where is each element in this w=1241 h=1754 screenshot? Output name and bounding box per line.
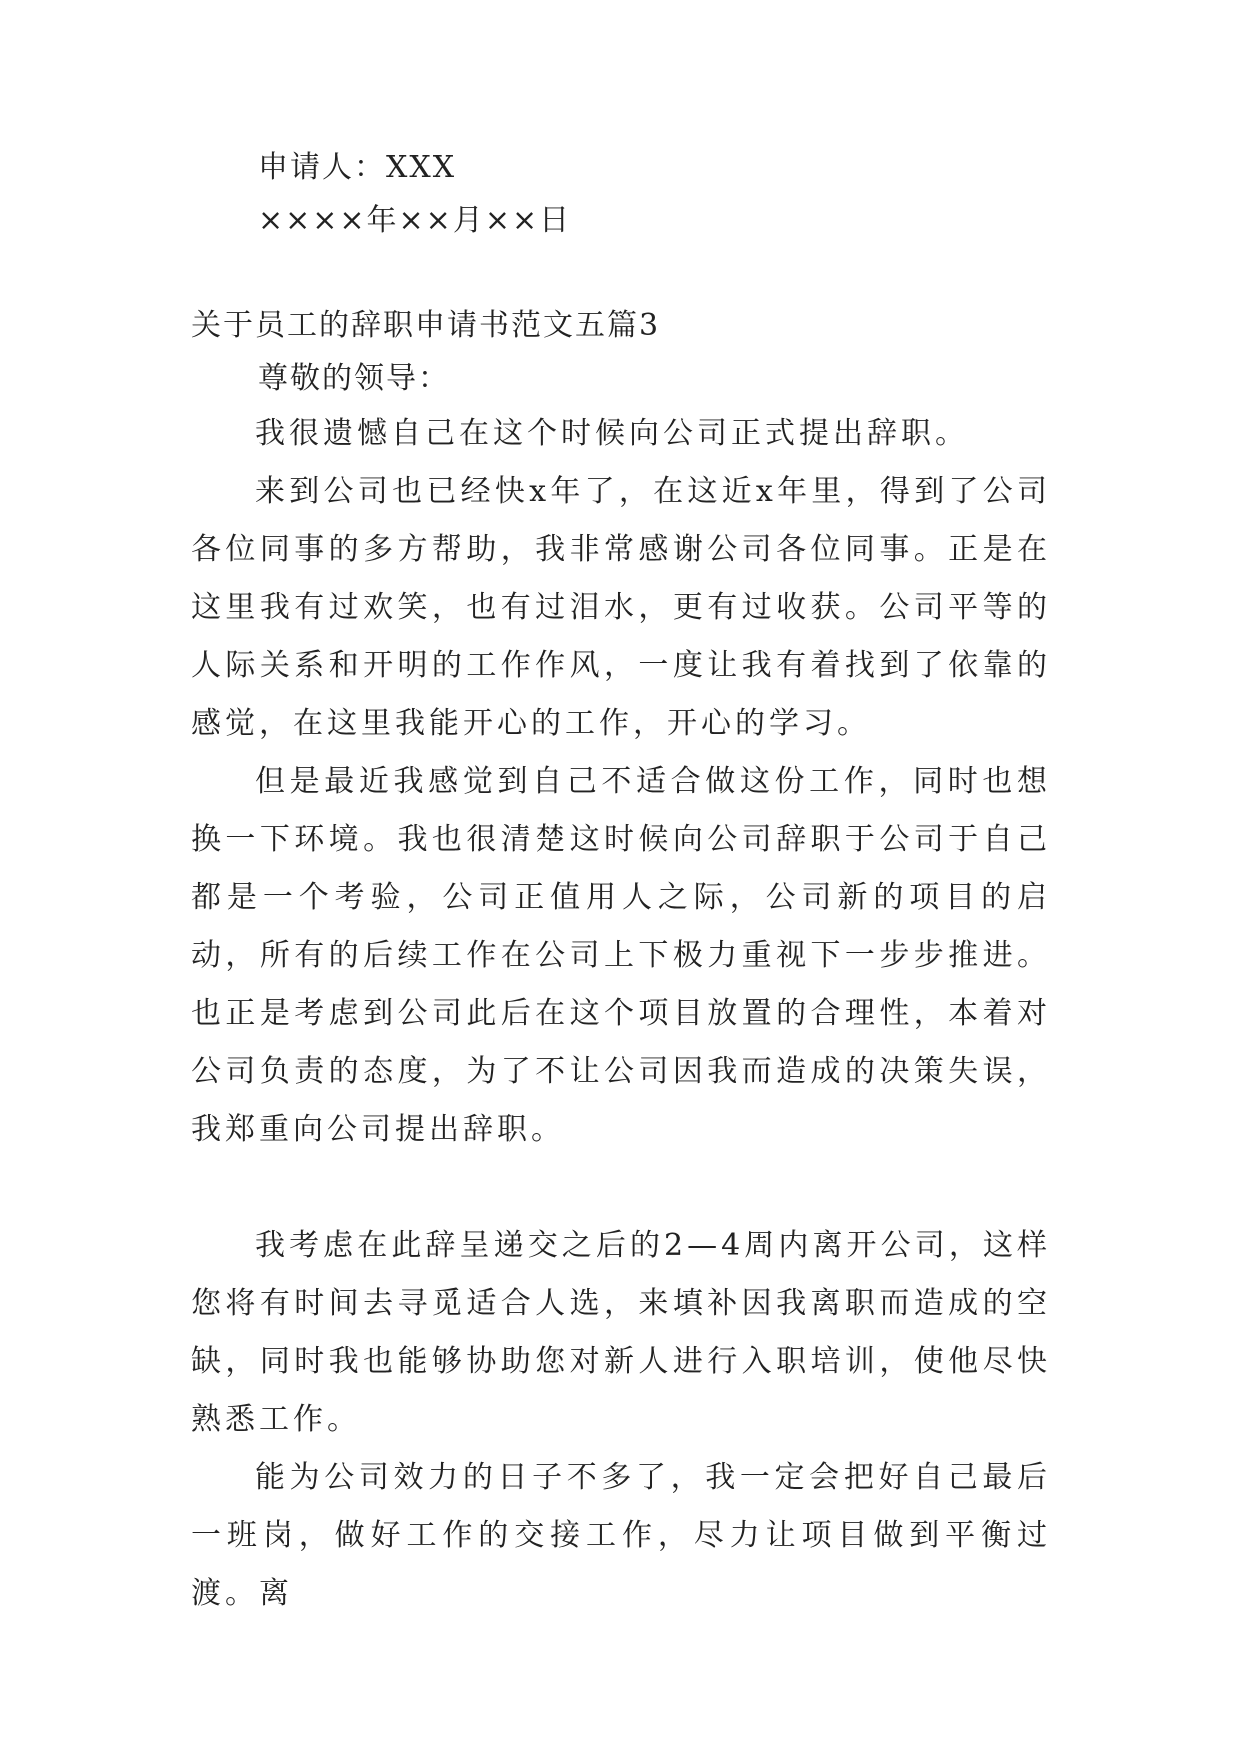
paragraph-1: 我很遗憾自己在这个时候向公司正式提出辞职。 — [255, 416, 969, 451]
paragraph-2: 来到公司也已经快x年了，在这近x年里，得到了公司各位同事的多方帮助，我非常感谢公司各位同事。正是在这里我有过欢笑，也有过泪水，更有过收获。公司平等的人际关系和开明的工作作风，一度让我有着找到了依靠的感觉，在这里我能开心的工作，开心的学习。 — [191, 474, 1051, 741]
paragraph-5: 能为公司效力的日子不多了，我一定会把好自己最后一班岗，做好工作的交接工作，尽力让项目做到平衡过渡。离 — [191, 1460, 1051, 1611]
applicant-line: 申请人：XXX — [258, 150, 457, 185]
paragraph-4: 我考虑在此辞呈递交之后的2—4周内离开公司，这样您将有时间去寻觅适合人选，来填补因我离职而造成的空缺，同时我也能够协助您对新人进行入职培训，使他尽快熟悉工作。 — [191, 1228, 1051, 1437]
salutation: 尊敬的领导： — [258, 361, 450, 396]
section-title: 关于员工的辞职申请书范文五篇3 — [191, 308, 661, 343]
date-line: ××××年××月××日 — [258, 203, 572, 238]
paragraph-3: 但是最近我感觉到自己不适合做这份工作，同时也想换一下环境。我也很清楚这时候向公司辞职于公司于自己都是一个考验，公司正值用人之际，公司新的项目的启动，所有的后续工作在公司上下极力重视下一步步推进。也正是考虑到公司此后在这个项目放置的合理性，本着对公司负责的态度，为了不让公司因我而造成的决策失误，我郑重向公司提出辞职。 — [191, 764, 1051, 1147]
